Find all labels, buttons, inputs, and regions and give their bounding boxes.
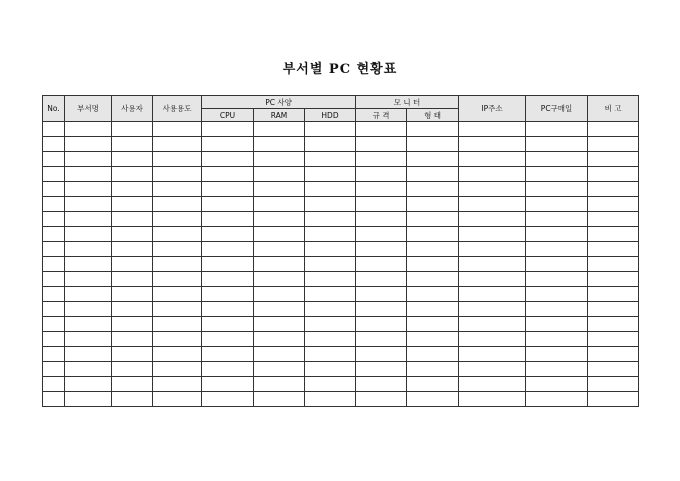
table-cell[interactable] [43,332,65,347]
table-cell[interactable] [356,167,407,182]
table-cell[interactable] [112,182,153,197]
table-cell[interactable] [526,287,588,302]
table-cell[interactable] [459,377,526,392]
table-cell[interactable] [153,317,202,332]
table-cell[interactable] [407,122,459,137]
table-cell[interactable] [153,257,202,272]
table-cell[interactable] [153,287,202,302]
table-cell[interactable] [202,197,254,212]
table-cell[interactable] [65,122,112,137]
table-cell[interactable] [202,377,254,392]
table-cell[interactable] [112,347,153,362]
table-cell[interactable] [65,152,112,167]
table-cell[interactable] [459,317,526,332]
table-cell[interactable] [65,347,112,362]
table-cell[interactable] [305,137,356,152]
pc-status-table [42,95,639,407]
table-cell[interactable] [65,362,112,377]
table-cell[interactable] [153,122,202,137]
table-row [43,167,639,182]
table-cell[interactable] [305,302,356,317]
table-cell[interactable] [588,272,639,287]
table-cell[interactable] [254,272,305,287]
table-cell[interactable] [112,392,153,407]
header-purchase-date: PC구매일 [526,96,588,122]
table-cell[interactable] [407,317,459,332]
table-row [43,332,639,347]
table-cell[interactable] [65,227,112,242]
table-cell[interactable] [254,137,305,152]
header-monitor: 모 니 터 [356,96,459,109]
table-cell[interactable] [459,392,526,407]
table-cell[interactable] [356,392,407,407]
table-cell[interactable] [588,317,639,332]
table-row [43,287,639,302]
table-cell[interactable] [459,302,526,317]
table-cell[interactable] [43,137,65,152]
table-row [43,242,639,257]
table-cell[interactable] [202,392,254,407]
table-cell[interactable] [526,317,588,332]
table-row [43,122,639,137]
table-cell[interactable] [153,182,202,197]
table-cell[interactable] [43,287,65,302]
table-cell[interactable] [407,362,459,377]
header-user: 사용자 [112,96,153,122]
table-cell[interactable] [588,137,639,152]
table-cell[interactable] [112,137,153,152]
table-cell[interactable] [202,242,254,257]
table-cell[interactable] [588,362,639,377]
table-cell[interactable] [305,392,356,407]
table-cell[interactable] [526,332,588,347]
table-cell[interactable] [459,332,526,347]
page-title: 부서별 PC 현황표 [282,62,398,77]
table-cell[interactable] [43,122,65,137]
table-cell[interactable] [588,392,639,407]
table-cell[interactable] [153,242,202,257]
header-purpose: 사용용도 [153,96,202,122]
table-cell[interactable] [459,347,526,362]
table-cell[interactable] [356,152,407,167]
table-cell[interactable] [459,257,526,272]
table-cell[interactable] [356,257,407,272]
table-cell[interactable] [254,392,305,407]
table-cell[interactable] [459,272,526,287]
table-cell[interactable] [65,272,112,287]
header-pc-spec: PC 사양 [202,96,356,109]
table-cell[interactable] [588,242,639,257]
table-cell[interactable] [526,122,588,137]
header-cpu: CPU [202,109,254,122]
table-cell[interactable] [153,227,202,242]
table-cell[interactable] [356,122,407,137]
table-cell[interactable] [526,212,588,227]
header-ram: RAM [254,109,305,122]
table-cell[interactable] [407,242,459,257]
table-cell[interactable] [43,272,65,287]
table-cell[interactable] [112,287,153,302]
table-cell[interactable] [459,122,526,137]
table-cell[interactable] [43,227,65,242]
table-cell[interactable] [202,272,254,287]
table-cell[interactable] [65,182,112,197]
table-cell[interactable] [356,272,407,287]
table-cell[interactable] [526,137,588,152]
table-cell[interactable] [254,182,305,197]
table-cell[interactable] [65,332,112,347]
table-cell[interactable] [254,167,305,182]
table-cell[interactable] [43,392,65,407]
table-cell[interactable] [202,287,254,302]
table-cell[interactable] [254,347,305,362]
table-row [43,227,639,242]
table-cell[interactable] [459,212,526,227]
table-cell[interactable] [254,242,305,257]
table-cell[interactable] [407,212,459,227]
table-cell[interactable] [407,377,459,392]
table-cell[interactable] [43,212,65,227]
table-cell[interactable] [112,332,153,347]
table-cell[interactable] [112,197,153,212]
table-cell[interactable] [254,302,305,317]
table-cell[interactable] [526,347,588,362]
table-row [43,377,639,392]
table-cell[interactable] [305,182,356,197]
table-cell[interactable] [459,287,526,302]
table-cell[interactable] [153,302,202,317]
table-cell[interactable] [526,152,588,167]
table-cell[interactable] [65,137,112,152]
table-row [43,347,639,362]
table-cell[interactable] [202,332,254,347]
table-cell[interactable] [112,152,153,167]
table-cell[interactable] [202,227,254,242]
table-cell[interactable] [153,332,202,347]
table-cell[interactable] [112,272,153,287]
table-cell[interactable] [459,182,526,197]
header-ip: IP주소 [459,96,526,122]
table-cell[interactable] [202,362,254,377]
table-cell[interactable] [407,257,459,272]
table-cell[interactable] [112,362,153,377]
table-cell[interactable] [202,182,254,197]
table-row [43,392,639,407]
table-cell[interactable] [153,152,202,167]
table-cell[interactable] [153,362,202,377]
table-cell[interactable] [305,122,356,137]
table-row [43,152,639,167]
table-cell[interactable] [356,317,407,332]
table-cell[interactable] [356,362,407,377]
table-cell[interactable] [43,167,65,182]
table-cell[interactable] [459,152,526,167]
table-cell[interactable] [202,317,254,332]
table-cell[interactable] [305,242,356,257]
table-cell[interactable] [43,377,65,392]
table-cell[interactable] [459,242,526,257]
table-cell[interactable] [254,152,305,167]
header-no: No. [43,96,65,122]
table-cell[interactable] [202,122,254,137]
table-cell[interactable] [526,362,588,377]
table-cell[interactable] [305,287,356,302]
table-cell[interactable] [459,137,526,152]
table-cell[interactable] [356,242,407,257]
table-cell[interactable] [459,362,526,377]
table-cell[interactable] [588,167,639,182]
table-cell[interactable] [305,152,356,167]
table-cell[interactable] [43,347,65,362]
table-cell[interactable] [305,377,356,392]
table-cell[interactable] [112,257,153,272]
table-cell[interactable] [407,302,459,317]
table-cell[interactable] [43,152,65,167]
table-cell[interactable] [65,287,112,302]
table-cell[interactable] [407,137,459,152]
table-cell[interactable] [588,182,639,197]
table-cell[interactable] [305,362,356,377]
table-cell[interactable] [43,317,65,332]
table-cell[interactable] [65,377,112,392]
table-row [43,212,639,227]
table-cell[interactable] [43,362,65,377]
table-cell[interactable] [305,212,356,227]
table-cell[interactable] [588,197,639,212]
table-cell[interactable] [305,317,356,332]
table-cell[interactable] [153,197,202,212]
table-cell[interactable] [356,227,407,242]
table-row [43,317,639,332]
table-cell[interactable] [65,392,112,407]
table-cell[interactable] [407,182,459,197]
table-cell[interactable] [112,167,153,182]
table-cell[interactable] [588,302,639,317]
table-cell[interactable] [305,347,356,362]
table-cell[interactable] [43,242,65,257]
table-cell[interactable] [202,212,254,227]
table-cell[interactable] [356,287,407,302]
table-cell[interactable] [202,302,254,317]
table-cell[interactable] [459,197,526,212]
table-cell[interactable] [526,272,588,287]
table-cell[interactable] [153,212,202,227]
table-cell[interactable] [459,227,526,242]
table-row [43,272,639,287]
table-cell[interactable] [356,332,407,347]
table-cell[interactable] [305,257,356,272]
table-cell[interactable] [407,287,459,302]
table-cell[interactable] [112,377,153,392]
table-cell[interactable] [254,377,305,392]
table-cell[interactable] [65,317,112,332]
table-cell[interactable] [407,197,459,212]
table-cell[interactable] [305,272,356,287]
table-cell[interactable] [526,197,588,212]
table-cell[interactable] [588,122,639,137]
table-cell[interactable] [305,227,356,242]
table-row [43,257,639,272]
table-cell[interactable] [305,332,356,347]
table-cell[interactable] [65,242,112,257]
table-row [43,182,639,197]
table-cell[interactable] [588,287,639,302]
header-note: 비 고 [588,96,639,122]
table-cell[interactable] [254,122,305,137]
table-cell[interactable] [588,152,639,167]
table-row [43,137,639,152]
table-row [43,197,639,212]
table-cell[interactable] [588,212,639,227]
table-cell[interactable] [407,392,459,407]
header-dept: 부서명 [65,96,112,122]
table-cell[interactable] [407,332,459,347]
table-cell[interactable] [202,347,254,362]
table-cell[interactable] [153,137,202,152]
table-cell[interactable] [112,227,153,242]
table-cell[interactable] [356,212,407,227]
table-cell[interactable] [65,167,112,182]
table-cell[interactable] [526,182,588,197]
header-monitor-type: 형 태 [407,109,459,122]
table-cell[interactable] [526,302,588,317]
table-cell[interactable] [43,197,65,212]
table-cell[interactable] [254,362,305,377]
table-cell[interactable] [202,167,254,182]
table-cell[interactable] [588,347,639,362]
table-cell[interactable] [526,377,588,392]
table-cell[interactable] [305,167,356,182]
table-cell[interactable] [526,242,588,257]
table-cell[interactable] [254,317,305,332]
table-cell[interactable] [112,317,153,332]
table-cell[interactable] [153,392,202,407]
header-monitor-spec: 규 격 [356,109,407,122]
table-cell[interactable] [407,227,459,242]
table-cell[interactable] [407,272,459,287]
table-cell[interactable] [112,212,153,227]
table-cell[interactable] [356,377,407,392]
table-cell[interactable] [588,377,639,392]
table-cell[interactable] [254,212,305,227]
table-cell[interactable] [65,197,112,212]
table-cell[interactable] [254,257,305,272]
table-cell[interactable] [43,302,65,317]
header-hdd: HDD [305,109,356,122]
table-cell[interactable] [254,227,305,242]
table-cell[interactable] [65,302,112,317]
table-cell[interactable] [153,377,202,392]
table-cell[interactable] [526,257,588,272]
table-cell[interactable] [254,332,305,347]
table-cell[interactable] [202,137,254,152]
table-cell[interactable] [588,332,639,347]
table-cell[interactable] [153,167,202,182]
table-cell[interactable] [526,227,588,242]
table-cell[interactable] [305,197,356,212]
table-cell[interactable] [588,257,639,272]
table-cell[interactable] [526,392,588,407]
table-cell[interactable] [202,152,254,167]
table-cell[interactable] [43,257,65,272]
table-cell[interactable] [526,167,588,182]
table-cell[interactable] [112,242,153,257]
table-cell[interactable] [254,197,305,212]
table-cell[interactable] [407,152,459,167]
table-cell[interactable] [356,137,407,152]
table-cell[interactable] [459,167,526,182]
table-body [43,122,639,407]
table-cell[interactable] [356,302,407,317]
table-cell[interactable] [356,347,407,362]
table-cell[interactable] [356,197,407,212]
table-cell[interactable] [356,182,407,197]
table-cell[interactable] [202,257,254,272]
table-cell[interactable] [112,122,153,137]
table-cell[interactable] [65,212,112,227]
table-cell[interactable] [65,257,112,272]
table-cell[interactable] [407,347,459,362]
table-cell[interactable] [407,167,459,182]
table-cell[interactable] [588,227,639,242]
table-row [43,302,639,317]
table-row [43,362,639,377]
table-cell[interactable] [153,347,202,362]
table-cell[interactable] [43,182,65,197]
table-cell[interactable] [112,302,153,317]
table-cell[interactable] [254,287,305,302]
table-cell[interactable] [153,272,202,287]
